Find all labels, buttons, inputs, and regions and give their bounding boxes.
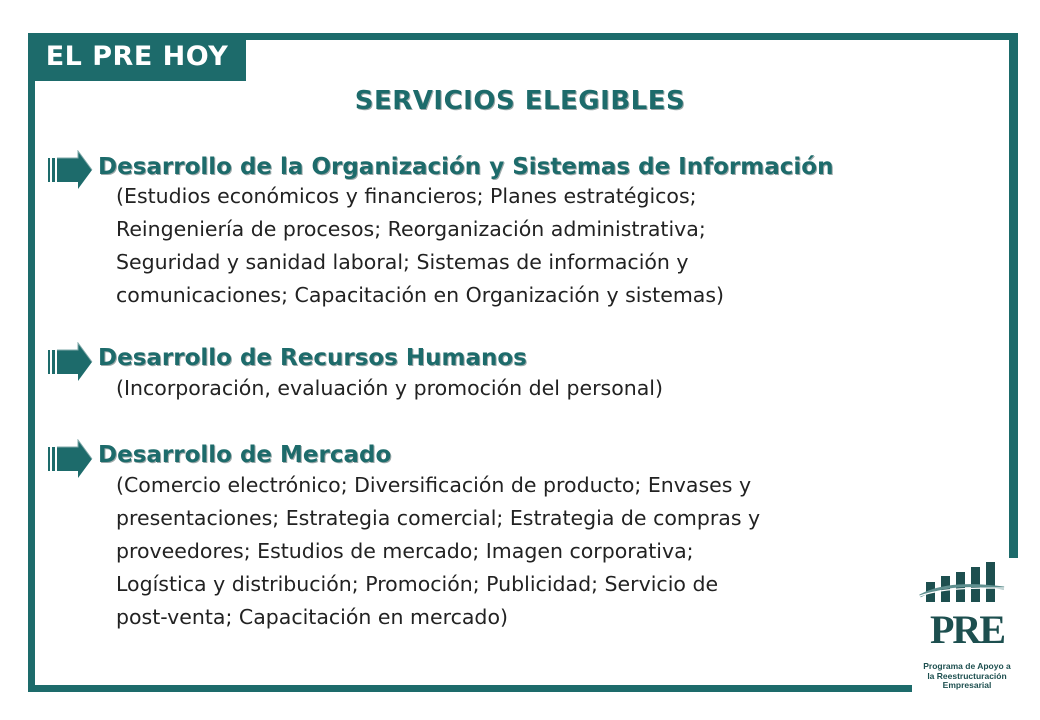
section-line: post-venta; Capacitación en mercado) <box>116 605 508 629</box>
corner-tab-label: EL PRE HOY <box>28 33 246 81</box>
section-body-recursos-humanos <box>116 372 663 405</box>
logo-subtitle-line: Empresarial <box>942 680 992 690</box>
section-body-organizacion <box>116 180 724 312</box>
logo-subtitle-line: la Reestructuración <box>927 670 1007 681</box>
section-line: Logística y distribución; Promoción; Publicidad; Servicio de <box>116 572 719 596</box>
logo-name: PRE <box>930 607 1004 652</box>
section-line: comunicaciones; Capacitación en Organización y sistemas) <box>116 283 725 307</box>
pre-logo <box>912 558 1022 698</box>
section-line: Reingeniería de procesos; Reorganización administrativa; <box>116 217 706 241</box>
section-body-mercado <box>116 469 760 634</box>
bar-chart-logo-icon <box>912 558 1022 608</box>
logo-subtitle-line: Programa de Apoyo a <box>923 661 1011 671</box>
section-line: presentaciones; Estrategia comercial; Estrategia de compras y <box>116 506 761 530</box>
section-line: (Comercio electrónico; Diversificación de producto; Envases y <box>116 473 752 497</box>
section-title-organizacion: Desarrollo de la Organización y Sistemas de Información <box>98 154 834 180</box>
right-arrow-icon <box>46 439 94 479</box>
section-line: (Incorporación, evaluación y promoción del personal) <box>116 376 664 400</box>
right-arrow-icon <box>46 150 94 190</box>
section-line: proveedores; Estudios de mercado; Imagen corporativa; <box>116 539 694 563</box>
section-title-mercado: Desarrollo de Mercado <box>98 442 392 468</box>
section-line: Seguridad y sanidad laboral; Sistemas de información y <box>116 250 689 274</box>
slide-title: SERVICIOS ELEGIBLES <box>354 86 686 116</box>
right-arrow-icon <box>46 342 94 382</box>
section-line: (Estudios económicos y financieros; Planes estratégicos; <box>116 184 697 208</box>
logo-subtitle <box>912 662 1022 691</box>
section-title-recursos-humanos: Desarrollo de Recursos Humanos <box>98 345 527 371</box>
